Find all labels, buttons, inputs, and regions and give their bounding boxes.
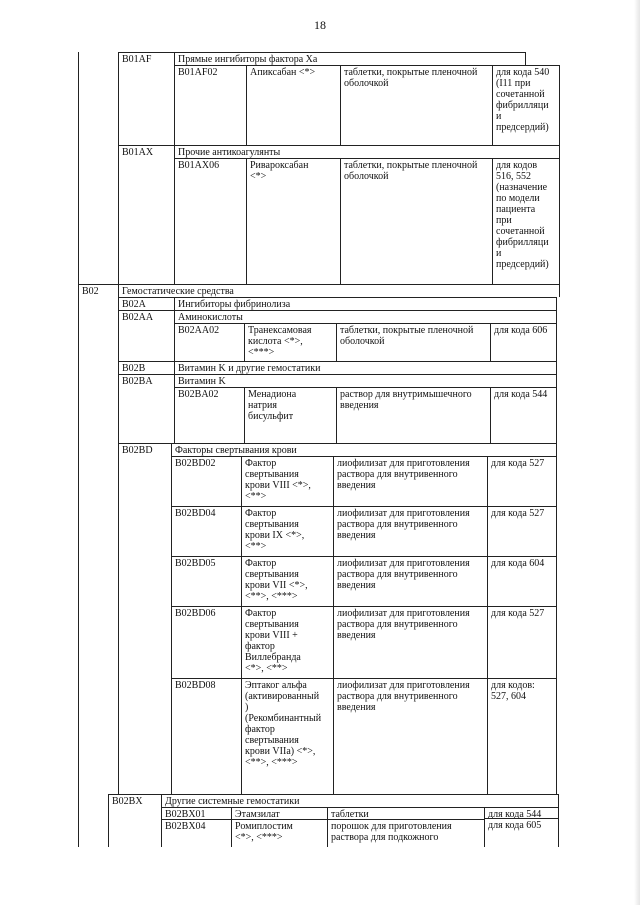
dosage-form: порошок для приготовления раствора для подкожного [327, 819, 484, 847]
group-name: Факторы свертывания крови [171, 443, 557, 456]
drug-name: Ромиплостим <*>, <***> [231, 819, 327, 847]
atc-code: B02BD05 [171, 556, 241, 606]
atc-code: B01AX06 [174, 158, 246, 284]
usage-note: для кода 544 [484, 807, 559, 819]
atc-code: B02BD02 [171, 456, 241, 506]
table-row [78, 65, 598, 145]
drug-name: Фактор свертывания крови VII <*>, <**>, <***> [241, 556, 333, 606]
drug-name: Транексамовая кислота <*>, <***> [244, 323, 336, 361]
usage-note: для кода 540 (I11 при сочетанной фибрилляци и предсердий) [492, 65, 560, 145]
usage-note: для кода 527 [487, 456, 557, 506]
table-row [78, 443, 598, 456]
atc-code: B01AX [118, 145, 174, 158]
drug-name: Этамзилат [231, 807, 327, 819]
group-name: Прочие антикоагулянты [174, 145, 560, 158]
atc-code: B02BX04 [161, 819, 231, 847]
table-row [78, 374, 598, 387]
table-row [78, 556, 598, 606]
scan-edge-shadow [634, 0, 640, 905]
atc-code: B02BD06 [171, 606, 241, 678]
atc-code: B02BD04 [171, 506, 241, 556]
table-row [78, 361, 598, 374]
group-name: Витамин K [174, 374, 557, 387]
group-name: Прямые ингибиторы фактора Xa [174, 52, 526, 65]
atc-code: B02BD [118, 443, 171, 456]
table-row [78, 606, 598, 678]
dosage-form: лиофилизат для приготовления раствора для внутривенного введения [333, 606, 487, 678]
usage-note: для кода 606 [490, 323, 557, 361]
dosage-form: лиофилизат для приготовления раствора для внутривенного введения [333, 456, 487, 506]
group-name: Гемостатические средства [118, 284, 560, 297]
usage-note: для кода 527 [487, 506, 557, 556]
usage-note: для кода 605 [484, 819, 559, 847]
table-row [78, 387, 598, 443]
dosage-form: лиофилизат для приготовления раствора для внутривенного введения [333, 678, 487, 794]
group-name: Витамин K и другие гемостатики [174, 361, 557, 374]
table-row [78, 158, 598, 284]
dosage-form: таблетки [327, 807, 484, 819]
table-row [78, 284, 598, 297]
page-number: 18 [314, 18, 326, 32]
table-row [78, 52, 598, 65]
atc-code: B01AF [118, 52, 174, 65]
usage-note: для кода 527 [487, 606, 557, 678]
dosage-form: таблетки, покрытые пленочной оболочкой [336, 323, 490, 361]
table-row [78, 807, 598, 819]
table-row [78, 456, 598, 506]
table-row [78, 819, 598, 847]
atc-code: B02AA [118, 310, 174, 323]
drug-name: Фактор свертывания крови VIII + фактор Виллебранда <*>, <**> [241, 606, 333, 678]
table-row [78, 323, 598, 361]
dosage-form: таблетки, покрытые пленочной оболочкой [340, 158, 492, 284]
atc-code: B02AA02 [174, 323, 244, 361]
table-row [78, 145, 598, 158]
atc-code: B02BA [118, 374, 174, 387]
drug-name: Ривароксабан <*> [246, 158, 340, 284]
atc-code: B02BX [108, 794, 161, 807]
dosage-form: таблетки, покрытые пленочной оболочкой [340, 65, 492, 145]
table-row [78, 678, 598, 794]
atc-code: B02BX01 [161, 807, 231, 819]
usage-note: для кода 604 [487, 556, 557, 606]
drug-name: Менадиона натрия бисульфит [244, 387, 336, 443]
usage-note: для кодов: 527, 604 [487, 678, 557, 794]
group-name: Ингибиторы фибринолиза [174, 297, 557, 310]
table-row [78, 794, 598, 807]
group-name: Другие системные гемостатики [161, 794, 559, 807]
table-row [78, 506, 598, 556]
dosage-form: лиофилизат для приготовления раствора для внутривенного введения [333, 556, 487, 606]
dosage-form: раствор для внутримышечного введения [336, 387, 490, 443]
atc-code: B02 [78, 284, 118, 297]
group-name: Аминокислоты [174, 310, 557, 323]
atc-code: B01AF02 [174, 65, 246, 145]
table-row [78, 297, 598, 310]
usage-note: для кода 544 [490, 387, 557, 443]
usage-note: для кодов 516, 552 (назначение по модели пациента при сочетанной фибрилляци и предсердий) [492, 158, 560, 284]
table-row [78, 310, 598, 323]
dosage-form: лиофилизат для приготовления раствора для внутривенного введения [333, 506, 487, 556]
atc-code: B02BD08 [171, 678, 241, 794]
drug-name: Фактор свертывания крови IX <*>, <**> [241, 506, 333, 556]
atc-code: B02BA02 [174, 387, 244, 443]
drug-table [78, 52, 598, 847]
drug-name: Фактор свертывания крови VIII <*>, <**> [241, 456, 333, 506]
drug-name: Апиксабан <*> [246, 65, 340, 145]
atc-code: B02B [118, 361, 174, 374]
drug-name: Эптаког альфа (активированный ) (Рекомбинантный фактор свертывания крови VIIa) <*>, <**>, <***> [241, 678, 333, 794]
atc-code: B02A [118, 297, 174, 310]
